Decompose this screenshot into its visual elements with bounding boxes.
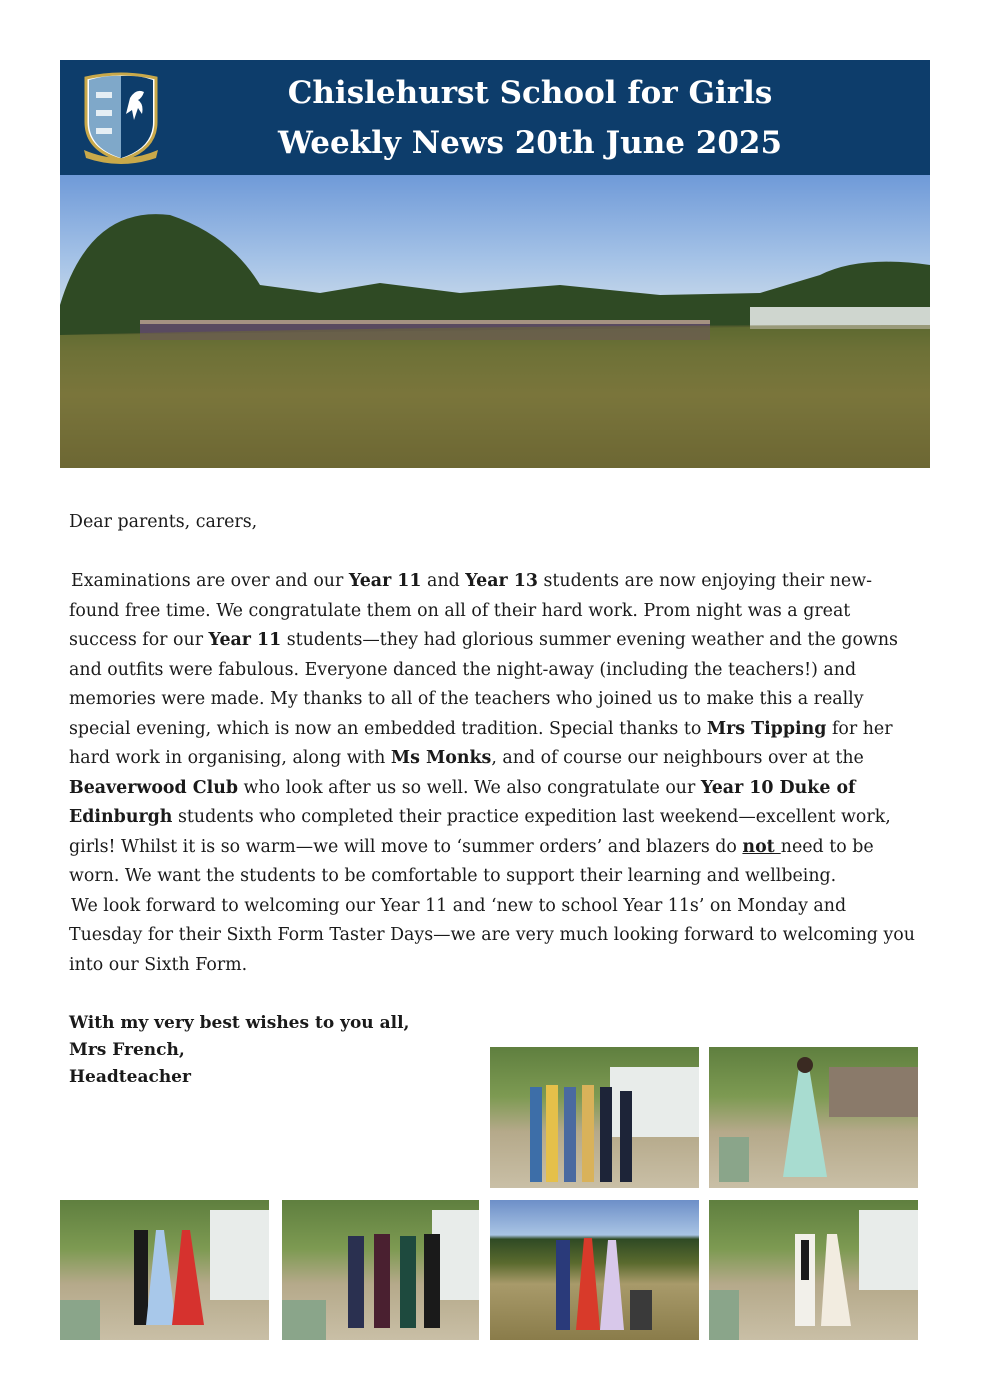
signoff-name: Mrs French, [69,1040,185,1060]
issue-date: Weekly News 20th June 2025 [277,125,783,161]
prom-photo-field-three [490,1200,699,1340]
prom-photo-group-of-five [490,1047,699,1188]
prom-photo-group-of-four [282,1200,479,1340]
panorama-image [60,175,930,468]
newsletter-title [170,68,930,168]
prom-photo-white-suits [709,1200,918,1340]
signoff-wishes: With my very best wishes to you all, [69,1013,410,1033]
letter-paragraph-2: We look forward to welcoming our Year 11 and ‘new to school Year 11s’ on Monday and Tuesday for their Sixth Form Taster Days—we are very much looking forward to welcoming you into our Sixth Form. [69,895,915,975]
signoff-role: Headteacher [69,1067,191,1087]
prom-photo-mint-gown [709,1047,918,1188]
hero-prom-panorama-photo [60,175,930,468]
school-name: Chislehurst School for Girls [287,75,773,111]
newsletter-header [60,60,930,175]
letter-paragraph-1: Examinations are over and our Year 11 and Year 13 students are now enjoying their new-found free time. We congratulate them on all of their hard work. Prom night was a great success for our Year 11 students—they had glorious summer evening weather and the gowns and outfits were fabulous. Everyone danced the night-away (including the teachers!) and memories were made. My thanks to all of the teachers who joined us to make this a really special evening, which is now an embedded tradition. Special thanks to Mrs Tipping for her hard work in organising, along with Ms Monks, and of course our neighbours over at the Beaverwood Club who look after us so well. We also congratulate our Year 10 Duke of Edinburgh students who completed their practice expedition last weekend—excellent work, girls! Whilst it is so warm—we will move to ‘summer orders’ and blazers do not need to be worn. We want the students to be comfortable to support their learning and wellbeing. [69,571,898,886]
letter-signoff [69,1010,409,1091]
prom-photo-group-of-three-dresses [60,1200,269,1340]
letter-body [69,508,919,980]
letter-greeting: Dear parents, carers, [69,512,258,532]
